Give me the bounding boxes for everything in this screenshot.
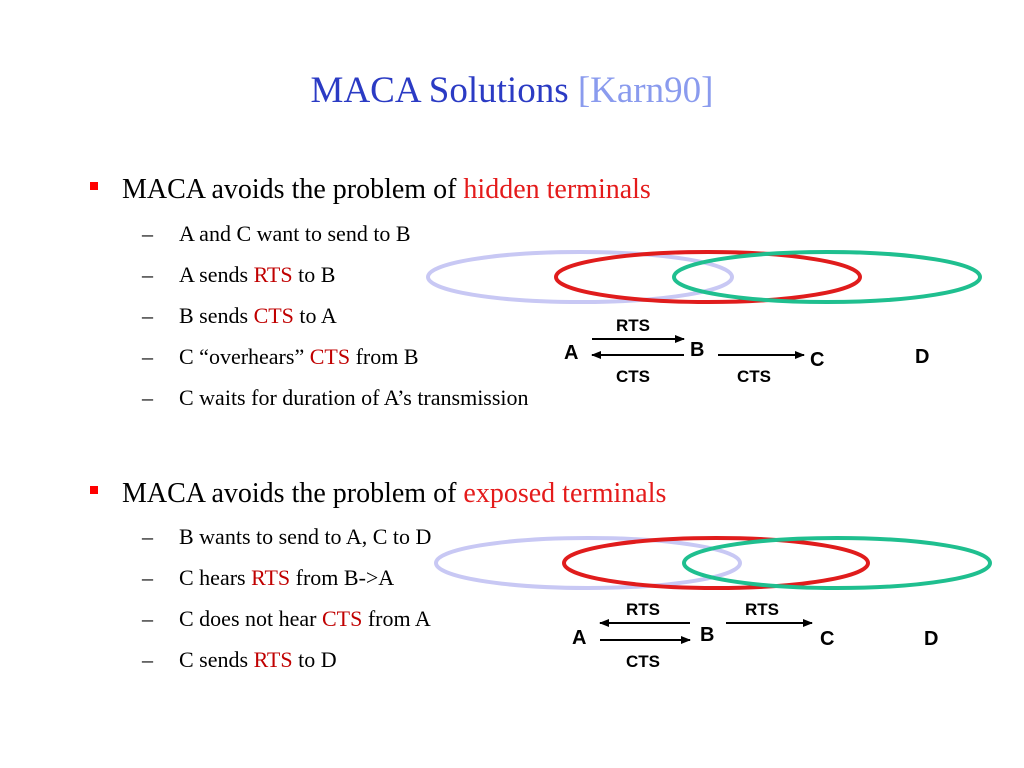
list-item: – B wants to send to A, C to D bbox=[142, 524, 432, 549]
bullet-highlight: hidden terminals bbox=[463, 174, 651, 205]
exposed-terminal-diagram bbox=[436, 538, 990, 671]
label-rts: RTS bbox=[616, 316, 650, 335]
title-citation: [Karn90] bbox=[577, 70, 714, 111]
bullet-highlight: exposed terminals bbox=[463, 478, 667, 509]
node-b: B bbox=[700, 624, 715, 646]
range-ellipse-c bbox=[684, 538, 990, 588]
range-ellipse-a bbox=[436, 538, 740, 588]
list-item: – C “overhears” CTS from B bbox=[142, 344, 419, 369]
node-d: D bbox=[924, 628, 939, 650]
node-a: A bbox=[564, 342, 579, 364]
label-cts-ab: CTS bbox=[626, 652, 660, 671]
node-b: B bbox=[690, 339, 705, 361]
list-item: – C sends RTS to D bbox=[142, 647, 337, 672]
node-a: A bbox=[572, 627, 587, 649]
label-rts-ba: RTS bbox=[626, 600, 660, 619]
list-item: – A and C want to send to B bbox=[142, 221, 411, 246]
node-d: D bbox=[915, 346, 930, 368]
label-cts-ab: CTS bbox=[616, 367, 650, 386]
bullet-text: MACA avoids the problem of bbox=[122, 478, 464, 509]
list-item: – C hears RTS from B->A bbox=[142, 565, 395, 590]
label-cts-bc: CTS bbox=[737, 367, 771, 386]
list-item: – C waits for duration of A’s transmission bbox=[142, 385, 529, 410]
label-rts-cd: RTS bbox=[745, 600, 779, 619]
list-item: – A sends RTS to B bbox=[142, 262, 336, 287]
list-item: – C does not hear CTS from A bbox=[142, 606, 431, 631]
range-ellipse-b bbox=[564, 538, 868, 588]
node-c: C bbox=[820, 628, 835, 650]
node-c: C bbox=[810, 349, 825, 371]
list-item: – B sends CTS to A bbox=[142, 303, 337, 328]
title-main: MACA Solutions bbox=[310, 70, 569, 111]
bullet-text: MACA avoids the problem of bbox=[122, 174, 464, 205]
hidden-terminal-diagram bbox=[428, 252, 980, 386]
range-ellipse-a bbox=[428, 252, 732, 302]
